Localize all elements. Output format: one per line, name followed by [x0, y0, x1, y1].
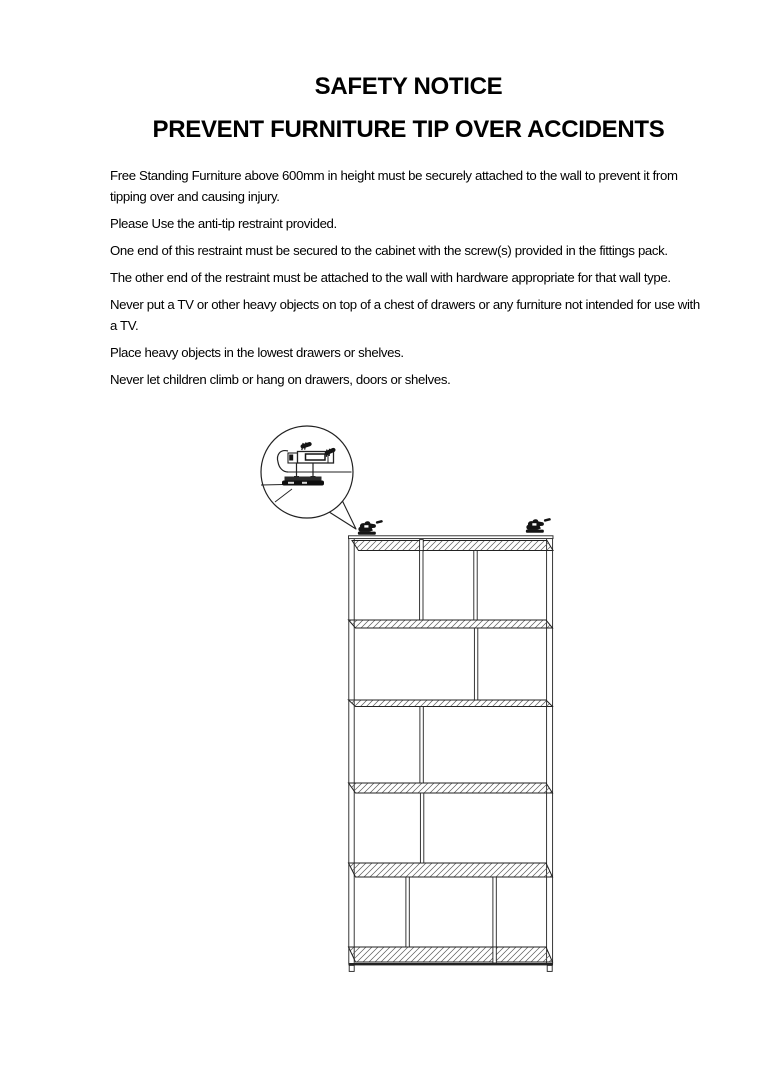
page-subtitle: PREVENT FURNITURE TIP OVER ACCIDENTS — [152, 116, 665, 143]
right-side-panel — [547, 538, 553, 964]
divider-leg — [493, 947, 496, 963]
foot-right — [547, 965, 552, 971]
shelf — [349, 700, 553, 707]
divider — [420, 793, 423, 863]
divider — [493, 877, 496, 947]
anti-tip-bracket-right — [526, 518, 551, 533]
safety-instruction: Place heavy objects in the lowest drawers or shelves. — [110, 345, 404, 360]
anti-tip-installation-diagram — [250, 415, 570, 985]
page-header — [110, 65, 707, 151]
safety-instruction: Please Use the anti-tip restraint provided. — [110, 216, 337, 231]
divider — [420, 551, 423, 621]
divider — [406, 877, 409, 947]
shelf — [349, 783, 553, 793]
base-rail — [349, 963, 554, 965]
divider — [420, 707, 423, 784]
detail-callout — [261, 426, 356, 529]
anti-tip-bracket-left — [358, 520, 383, 535]
top-panel — [352, 541, 553, 551]
page-title: SAFETY NOTICE — [314, 73, 503, 100]
safety-instruction: The other end of the restraint must be attached to the wall with hardware appropriate for that wall type. — [110, 270, 671, 285]
safety-instruction: Never put a TV or other heavy objects on top of a chest of drawers or any furniture not intended for use with a TV. — [110, 297, 700, 333]
left-side-panel — [349, 538, 354, 964]
top-rail — [349, 536, 554, 539]
shelving-unit — [349, 536, 554, 972]
safety-instruction: Free Standing Furniture above 600mm in height must be securely attached to the wall to prevent it from tipping over and causing injury. — [110, 168, 678, 204]
safety-instruction: One end of this restraint must be secured to the cabinet with the screw(s) provided in the fittings pack. — [110, 243, 668, 258]
foot-left — [349, 965, 354, 971]
shelf — [349, 620, 553, 628]
divider — [474, 551, 477, 621]
safety-instructions — [110, 165, 707, 396]
safety-instruction: Never let children climb or hang on drawers, doors or shelves. — [110, 372, 451, 387]
base-plate — [285, 477, 322, 482]
shelf — [349, 863, 553, 877]
divider — [474, 628, 477, 700]
bottom-panel — [349, 947, 553, 962]
